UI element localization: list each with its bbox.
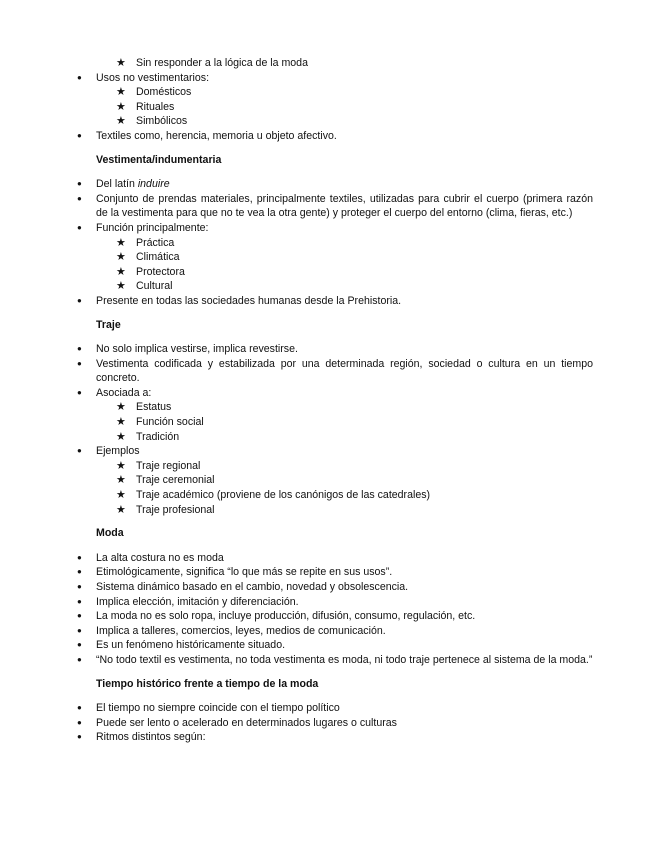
heading-tiempo: Tiempo histórico frente a tiempo de la moda [96,677,319,690]
sub-list-item: ★ Cultural [0,279,655,294]
list-item: ● Función principalmente: [0,221,655,236]
list-item: ● Sistema dinámico basado en el cambio, novedad y obsolescencia. [0,580,655,595]
list-item: ● Presente en todas las sociedades humanas desde la Prehistoria. [0,294,655,309]
vestimenta-list [0,177,655,192]
list-item: ● Es un fenómeno históricamente situado. [0,638,655,653]
del-latin-prefix: Del latín [96,178,138,191]
tiempo-list [0,701,655,745]
list-item: ● No solo implica vestirse, implica revestirse. [0,342,655,357]
list-item: ● Puede ser lento o acelerado en determinados lugares o culturas [0,716,655,731]
list-item: ● La alta costura no es moda [0,551,655,566]
sub-list-item: ★ Estatus [0,400,655,415]
list-item: ● La moda no es solo ropa, incluye producción, difusión, consumo, regulación, etc. [0,609,655,624]
sub-list-item: ★ Traje profesional [0,503,655,518]
latin-word: induire [137,178,170,191]
intro-list [0,56,655,144]
vestimenta-list-cont [0,192,655,309]
sub-list-item: ★ Traje regional [0,459,655,474]
sub-list-item: ★ Traje académico (proviene de los canónigos de las catedrales) [0,488,655,503]
list-item: ● Textiles como, herencia, memoria u objeto afectivo. [0,129,655,144]
list-item: ● “No todo textil es vestimenta, no toda vestimenta es moda, ni todo traje pertenece al sistema de la moda.” [0,653,655,668]
sub-list-item: ★ Función social [0,415,655,430]
list-item: ● Asociada a: [0,386,655,401]
sub-list-item: ★ Simbólicos [0,114,655,129]
list-item: ● Etimológicamente, significa “lo que más se repite en sus usos”. [0,565,655,580]
list-item: ● Ritmos distintos según: [0,730,655,745]
list-item: ● El tiempo no siempre coincide con el tiempo político [0,701,655,716]
sub-list-item: ★ Protectora [0,265,655,280]
heading-traje: Traje [96,318,121,331]
list-item [0,177,655,192]
heading-vestimenta: Vestimenta/indumentaria [96,153,222,166]
list-item: ● Ejemplos [0,444,655,459]
list-item: ● Conjunto de prendas materiales, principalmente textiles, utilizadas para cubrir el cuerpo (primera razón de la vestimenta para que no te vea la otra gente) y proteger el cuerpo del entorno (clima, fieras, etc.) [0,192,655,221]
sub-list-item: ★ Traje ceremonial [0,473,655,488]
heading-moda: Moda [96,527,124,540]
sub-list-item: ★ Domésticos [0,85,655,100]
list-item: ● Vestimenta codificada y estabilizada por una determinada región, sociedad o cultura en un tiempo concreto. [0,357,655,386]
sub-list-item: ★ Rituales [0,100,655,115]
sub-list-item: ★ Climática [0,250,655,265]
list-item: ● Implica a talleres, comercios, leyes, medios de comunicación. [0,624,655,639]
sub-list-item: ★ Práctica [0,236,655,251]
sub-list-item: ★ Sin responder a la lógica de la moda [0,56,655,71]
sub-list-item: ★ Tradición [0,430,655,445]
traje-list [0,342,655,517]
list-item: ● Usos no vestimentarios: [0,71,655,86]
list-item: ● Implica elección, imitación y diferenciación. [0,595,655,610]
moda-list [0,551,655,668]
